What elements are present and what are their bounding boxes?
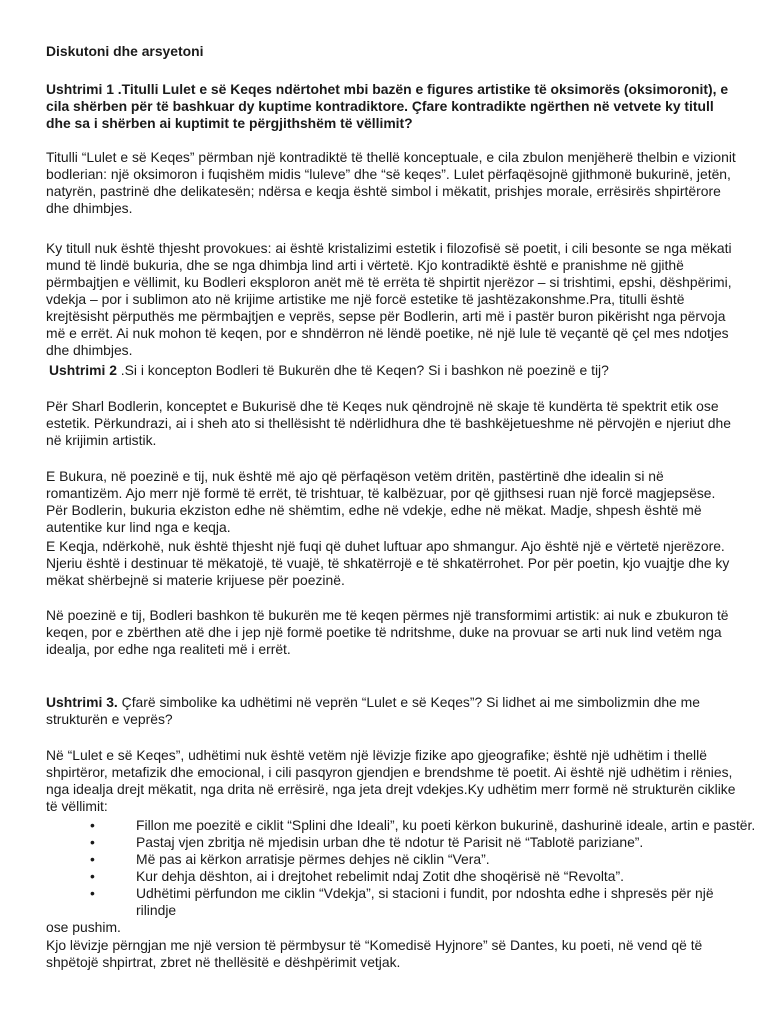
exercise-3-label: Ushtrimi 3.: [46, 694, 118, 710]
bullet-icon: •: [90, 851, 95, 867]
list-item-text: Fillon me poezitë e ciklit “Splini dhe Ideali”, ku poeti kërkon bukurinë, dashurinë ideale, artin e pastër.: [136, 817, 756, 833]
bullet-icon: •: [90, 885, 95, 901]
exercise-3-question-text: Çfarë simbolike ka udhëtimi në veprën “Lulet e së Keqes”? Si lidhet ai me simbolizmin dhe me strukturën e veprës?: [46, 694, 700, 727]
exercise-2-question: [49, 362, 739, 379]
cycle-list: [46, 817, 756, 936]
exercise-2-answer-paragraph-2: E Bukura, në poezinë e tij, nuk është më ajo që përfaqëson vetëm dritën, pastërtinë dhe idealin si në romantizëm. Ajo merr një formë të errët, të trishtuar, të kalbëzuar, por që gjithsesi ruan një forcë magjepsëse. Për Bodlerin, bukuria ekziston edhe në shëmtim, edhe në vdekje, edhe në mëkat. Madje, shpesh është më autentike kur lind nga e keqja.: [46, 468, 716, 535]
exercise-1-answer-paragraph-1: Titulli “Lulet e së Keqes” përmban një kontradiktë të thellë konceptuale, e cila zbulon menjëherë thelbin e vizionit bodlerian: një oksimoron i fuqishëm midis “luleve” dhe “së keqes”. Lulet përfaqësojnë gjithmonë bukurinë, jetën, natyrën, pastrinë dhe delikatesën; ndërsa e keqja është simbol i mëkatit, prishjes morale, errësirës shpirtërore dhe dhimbjes.: [46, 149, 736, 216]
page-heading: Diskutoni dhe arsyetoni: [46, 43, 204, 59]
list-item: [46, 851, 736, 868]
exercise-3-answer-paragraph-2: Kjo lëvizje përngjan me një version të përmbysur të “Komedisë Hyjnore” së Dantes, ku poeti, në vend që të shpëtojë shpirtrat, zbret në thellësitë e dëshpërimit vetjak.: [46, 937, 703, 970]
exercise-2-answer-paragraph-4: Në poezinë e tij, Bodleri bashkon të bukurën me të keqen përmes një transformimi artistik: ai nuk e zbukuron të keqen, por e zbërthen atë dhe i jep një formë poetike të ndritshme, duke na provuar se arti nuk lind vetëm nga idealja, por edhe nga realiteti më i errët.: [46, 607, 729, 657]
list-item-text: Udhëtimi përfundon me ciklin “Vdekja”, si stacioni i fundit, por ndoshta edhe i shpresës për një rilindje: [136, 885, 714, 918]
bullet-icon: •: [90, 817, 95, 833]
exercise-3-answer-paragraph-1: Në “Lulet e së Keqes”, udhëtimi nuk është vetëm një lëvizje fizike apo gjeografike; është një udhëtim i thellë shpirtëror, metafizik dhe emocional, i cili pasqyron gjendjen e brendshme të poetit. Ai është një udhëtim i rënies, nga idealja drejt mëkatit, nga drita në errësirë, nga jeta drejt vdekjes.Ky udhëtim merr formë në strukturën ciklike të vëllimit:: [46, 747, 736, 814]
exercise-2-answer-paragraph-1: Për Sharl Bodlerin, konceptet e Bukurisë dhe të Keqes nuk qëndrojnë në skaje të kundërta të spektrit etik ose estetik. Përkundrazi, ai i sheh ato si thellësisht të ndërlidhura dhe të bashkëjetueshme në përvojën e njeriut dhe në krijimin artistik.: [46, 398, 731, 448]
bullet-icon: •: [90, 834, 95, 850]
list-item-text: Pastaj vjen zbritja në mjedisin urban dhe të ndotur të Parisit në “Tablotë pariziane”.: [136, 834, 644, 850]
list-item-continuation: ose pushim.: [46, 919, 121, 935]
exercise-1-answer-paragraph-2: Ky titull nuk është thjesht provokues: ai është kristalizimi estetik i filozofisë së poetit, i cili besonte se nga mëkati mund të lindë bukuria, dhe se nga dhimbja lind arti i vërtetë. Kjo kontradiktë është e pranishme në gjithë përmbajtjen e vëllimit, ku Bodleri eksploron anët më të errëta të shpirtit njerëzor – si trishtimi, epshi, dëshpërimi, vdekja – por i sublimon ato në krijime artistike me një forcë estetike të jashtëzakonshme.Pra, titulli është krejtësisht përputhës me përmbajtjen e veprës, sepse për Bodlerin, arti më i pastër buron pikërisht nga përvoja më e errët. Ai nuk mohon të keqen, por e shndërron në lëndë poetike, në një lule të veçantë që çel mes ndotjes dhe dhimbjes.: [46, 240, 732, 358]
list-item: [46, 885, 736, 936]
exercise-3-question: [46, 694, 736, 728]
exercise-2-label: Ushtrimi 2: [49, 362, 117, 378]
exercise-1-question: Ushtrimi 1 .Titulli Lulet e së Keqes ndërtohet mbi bazën e figures artistike të oksimorës (oksimoronit), e cila shërben për të bashkuar dy kuptime kontradiktore. Çfare kontradikte ngërthen në vetvete ky titull dhe sa i shërben ai kuptimit te përgjithshëm të vëllimit?: [46, 81, 729, 131]
list-item-text: Më pas ai kërkon arratisje përmes dehjes në ciklin “Vera”.: [136, 851, 490, 867]
list-item-text: Kur dehja dështon, ai i drejtohet rebelimit ndaj Zotit dhe shoqërisë në “Revolta”.: [136, 868, 624, 884]
bullet-icon: •: [90, 868, 95, 884]
list-item: [46, 834, 736, 851]
exercise-2-answer-paragraph-3: E Keqja, ndërkohë, nuk është thjesht një fuqi që duhet luftuar apo shmangur. Ajo është një e vërtetë njerëzore. Njeriu është i destinuar të mëkatojë, të vuajë, të shkatërrojë e të shkatërrohet. Por për poetin, kjo vuajtje dhe ky mëkat shërbejnë si materie krijuese për poezinë.: [46, 538, 730, 588]
exercise-2-question-text: .Si i koncepton Bodleri të Bukurën dhe të Keqen? Si i bashkon në poezinë e tij?: [116, 362, 609, 378]
list-item: [46, 817, 756, 834]
list-item: [46, 868, 736, 885]
